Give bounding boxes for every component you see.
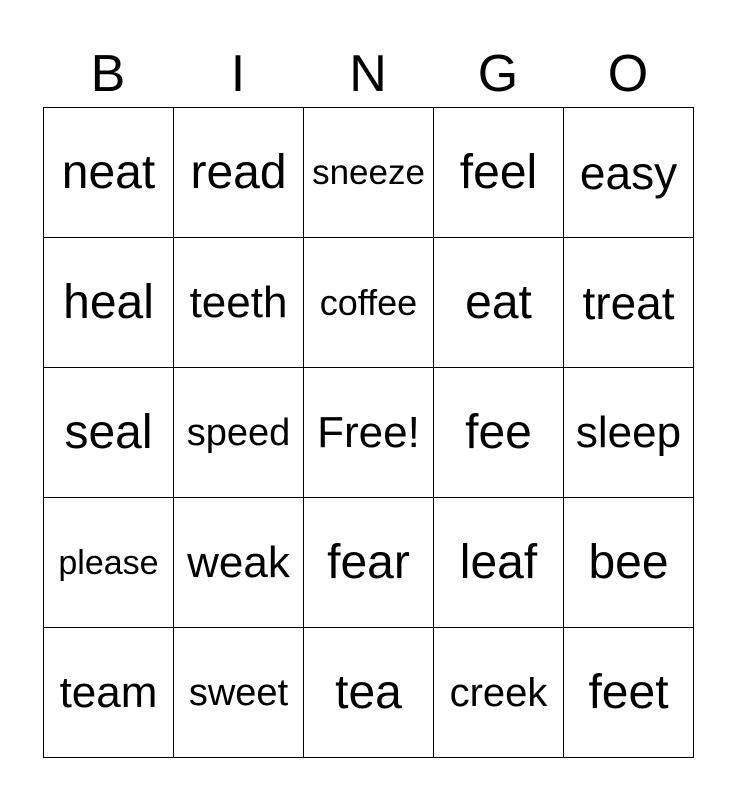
header-letter-i: I bbox=[230, 45, 246, 103]
bingo-cell: creek bbox=[434, 628, 564, 758]
bingo-cell: tea bbox=[304, 628, 434, 758]
bingo-cell: team bbox=[44, 628, 174, 758]
header-letter-g: G bbox=[477, 45, 519, 103]
bingo-cell: leaf bbox=[434, 498, 564, 628]
bingo-cell: treat bbox=[564, 238, 694, 368]
bingo-cell: feel bbox=[434, 108, 564, 238]
bingo-board bbox=[43, 107, 694, 758]
bingo-cell: please bbox=[44, 498, 174, 628]
bingo-cell: fear bbox=[304, 498, 434, 628]
header-letter-o: O bbox=[607, 45, 649, 103]
bingo-cell: sneeze bbox=[304, 108, 434, 238]
bingo-cell: bee bbox=[564, 498, 694, 628]
bingo-cell: feet bbox=[564, 628, 694, 758]
bingo-header bbox=[43, 42, 693, 106]
bingo-cell: teeth bbox=[174, 238, 304, 368]
bingo-cell: eat bbox=[434, 238, 564, 368]
bingo-cell: heal bbox=[44, 238, 174, 368]
bingo-cell: easy bbox=[564, 108, 694, 238]
bingo-cell: read bbox=[174, 108, 304, 238]
bingo-cell: speed bbox=[174, 368, 304, 498]
header-letter-n: N bbox=[349, 45, 387, 103]
bingo-cell: neat bbox=[44, 108, 174, 238]
bingo-cell: fee bbox=[434, 368, 564, 498]
bingo-cell: weak bbox=[174, 498, 304, 628]
bingo-cell: coffee bbox=[304, 238, 434, 368]
bingo-cell: seal bbox=[44, 368, 174, 498]
free-space-cell: Free! bbox=[304, 368, 434, 498]
bingo-cell: sleep bbox=[564, 368, 694, 498]
header-letter-b: B bbox=[90, 45, 126, 103]
bingo-cell: sweet bbox=[174, 628, 304, 758]
